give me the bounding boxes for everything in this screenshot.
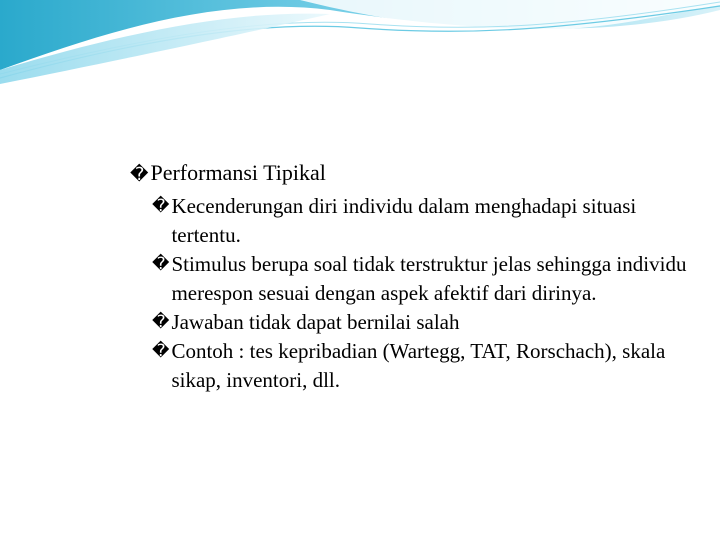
list-item-text: Contoh : tes kepribadian (Wartegg, TAT, Rorschach), skala sikap, inventori, dll. — [171, 339, 666, 392]
bullet-list — [130, 192, 690, 395]
list-item — [152, 250, 690, 308]
bullet-icon: � — [152, 196, 170, 216]
list-item — [152, 192, 690, 250]
bullet-icon: � — [152, 254, 170, 274]
list-item-text: Jawaban tidak dapat bernilai salah — [171, 310, 460, 334]
heading — [130, 158, 690, 190]
heading-text: Performansi Tipikal — [150, 160, 326, 185]
bullet-icon: � — [152, 312, 170, 332]
list-item — [152, 337, 690, 395]
list-item-text: Kecenderungan diri individu dalam menghadapi situasi tertentu. — [171, 194, 637, 247]
bullet-icon: � — [152, 341, 170, 361]
bullet-icon: � — [130, 164, 149, 185]
header-wave-decoration — [0, 0, 720, 90]
slide-content — [130, 158, 690, 395]
list-item-text: Stimulus berupa soal tidak terstruktur jelas sehingga individu merespon sesuai dengan aspek afektif dari dirinya. — [171, 252, 687, 305]
list-item — [152, 308, 690, 337]
